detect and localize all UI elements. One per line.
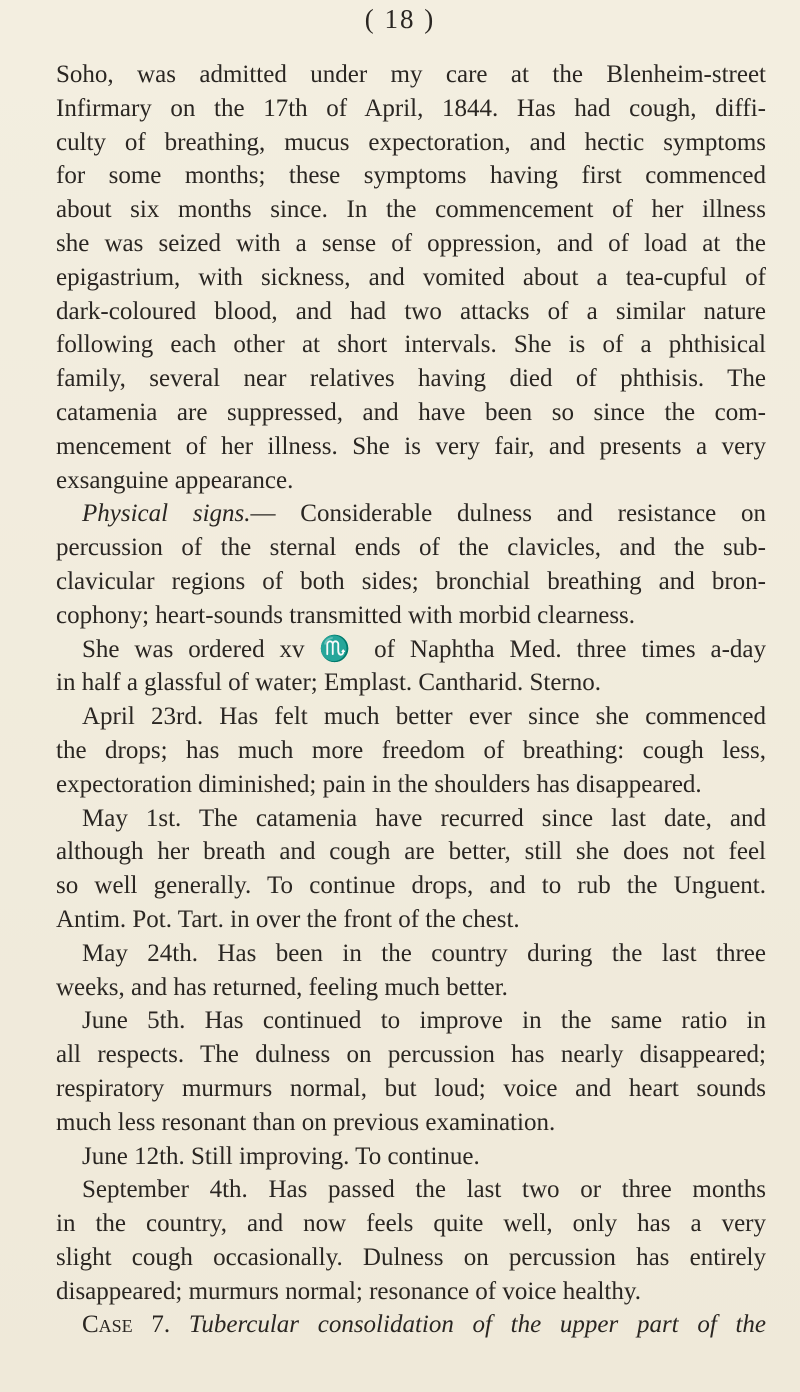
text-line: much less resonant than on previous examination.: [56, 1108, 556, 1136]
text-line: cophony; heart-sounds transmitted with morbid clearness.: [56, 601, 636, 629]
text-line: all respects. The dulness on percussion has nearly disappeared;: [56, 1041, 766, 1069]
text-line: so well generally. To continue drops, and to rub the Unguent.: [56, 872, 766, 900]
text-line: April 23rd. Has felt much better ever since she commenced: [82, 703, 766, 731]
case-label: Case 7.: [82, 1311, 171, 1339]
text-line: Infirmary on the 17th of April, 1844. Has had cough, diffi-: [56, 94, 766, 122]
text-line: the drops; has much more freedom of breathing: cough less,: [56, 736, 766, 764]
text-line: respiratory murmurs normal, but loud; voice and heart sounds: [56, 1074, 766, 1102]
text-line: about six months since. In the commencement of her illness: [56, 196, 766, 224]
text-line: June 12th. Still improving. To continue.: [82, 1142, 480, 1170]
text-line: culty of breathing, mucus expectoration, and hectic symptoms: [56, 128, 766, 156]
page-number: ( 18 ): [364, 4, 436, 34]
text-line: percussion of the sternal ends of the clavicles, and the sub-: [56, 534, 766, 562]
physical-signs-text: — Considerable dulness and resistance on: [250, 500, 766, 528]
text-line: Soho, was admitted under my care at the Blenheim-street: [56, 61, 766, 88]
case-heading-line: [56, 1308, 766, 1342]
text-line: disappeared; murmurs normal; resonance of voice healthy.: [56, 1277, 641, 1305]
text-line: epigastrium, with sickness, and vomited about a tea-cupful of: [56, 263, 766, 291]
text-line: clavicular regions of both sides; bronchial breathing and bron-: [56, 567, 766, 595]
text-line: she was seized with a sense of oppression, and of load at the: [56, 229, 766, 257]
text-line: mencement of her illness. She is very fair, and presents a very: [56, 432, 766, 460]
text-line: following each other at short intervals. She is of a phthisical: [56, 331, 766, 359]
text-line: in half a glassful of water; Emplast. Cantharid. Sterno.: [56, 669, 602, 697]
text-line: expectoration diminished; pain in the shoulders has disappeared.: [56, 770, 702, 798]
text-line: She was ordered xv ♏ of Naphtha Med. three times a-day: [82, 635, 766, 663]
text-line: although her breath and cough are better, still she does not feel: [56, 838, 766, 866]
body-text: [56, 58, 766, 1342]
physical-signs-heading-line: [56, 497, 766, 531]
text-line: exsanguine appearance.: [56, 466, 294, 494]
text-line: weeks, and has returned, feeling much better.: [56, 973, 508, 1001]
physical-signs-label: Physical signs.: [82, 500, 251, 528]
text-line: catamenia are suppressed, and have been so since the com-: [56, 398, 766, 426]
text-line: May 1st. The catamenia have recurred since last date, and: [82, 804, 766, 832]
text-line: September 4th. Has passed the last two or three months: [82, 1176, 766, 1204]
text-line: dark-coloured blood, and had two attacks of a similar nature: [56, 297, 766, 325]
text-line: Antim. Pot. Tart. in over the front of the chest.: [56, 905, 520, 933]
text-line: for some months; these symptoms having first commenced: [56, 162, 766, 190]
text-line: family, several near relatives having died of phthisis. The: [56, 365, 766, 393]
text-line: May 24th. Has been in the country during the last three: [82, 939, 766, 967]
text-line: in the country, and now feels quite well, only has a very: [56, 1210, 766, 1238]
text-line: June 5th. Has continued to improve in the same ratio in: [82, 1007, 766, 1035]
text-line: slight cough occasionally. Dulness on percussion has entirely: [56, 1243, 766, 1271]
case-title: Tubercular consolidation of the upper part of the: [188, 1311, 767, 1339]
